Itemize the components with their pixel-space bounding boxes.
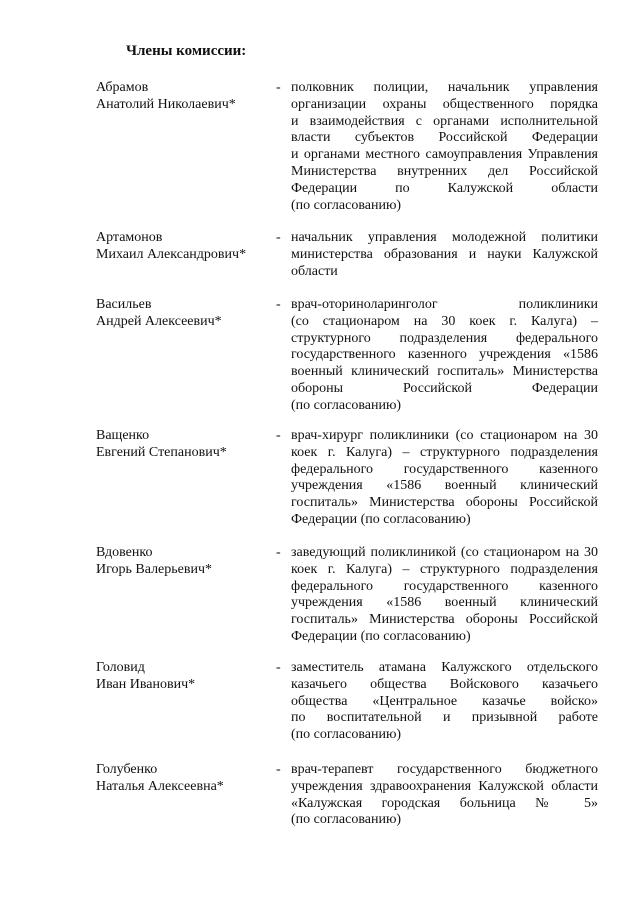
member-dash: - [276, 762, 281, 777]
member-position-line: по воспитательной и призывной работе [291, 710, 598, 726]
member-position-line: заместитель атамана Калужского отдельского [291, 660, 598, 675]
member-position [291, 230, 598, 280]
member-dash: - [276, 80, 281, 95]
member-name [96, 428, 276, 462]
member-given-names: Иван Иванович* [96, 676, 196, 692]
member-position-line: врач-терапевт государственного бюджетного [291, 762, 598, 777]
member-dash: - [276, 297, 281, 312]
member-position-line: организации охраны общественного порядка [291, 96, 598, 112]
member-position-line: начальник управления молодежной политики [291, 230, 598, 245]
member-given-names: Наталья Алексеевна* [96, 778, 224, 794]
member-position-line: «Калужская городская больница № 5» [291, 795, 598, 811]
member-name [96, 545, 276, 579]
member-position-line: казачьего общества Войскового казачьего [291, 676, 598, 692]
member-position-line: власти субъектов Российской Федерации [291, 130, 598, 146]
member-position [291, 428, 598, 529]
member-surname: Артамонов [96, 230, 163, 245]
member-position-line: общества «Центральное казачье войско» [291, 693, 598, 709]
member-position-line: коек г. Калуга) – структурного подразделения [291, 444, 598, 460]
member-position-line: полковник полиции, начальник управления [291, 80, 598, 95]
member-position-line: заведующий поликлиникой (со стационаром на 30 [291, 545, 598, 560]
member-position-line: госпиталь» Министерства обороны Российской [291, 612, 598, 628]
member-position-line: и органами местного самоуправления Управления [291, 147, 598, 163]
member-position-line: (по согласованию) [291, 727, 402, 743]
member-given-names: Евгений Степанович* [96, 444, 227, 460]
member-position-line: (по согласованию) [291, 397, 402, 413]
member-given-names: Игорь Валерьевич* [96, 561, 213, 577]
member-given-names: Михаил Александрович* [96, 246, 247, 262]
member-position-line: (по согласованию) [291, 812, 402, 828]
member-surname: Голубенко [96, 762, 158, 777]
member-position [291, 762, 598, 829]
member-given-names: Анатолий Николаевич* [96, 96, 236, 112]
member-position-line: врач-хирург поликлиники (со стационаром на 30 [291, 428, 598, 443]
member-name [96, 230, 276, 264]
member-position-line: Министерства внутренних дел Российской [291, 163, 598, 179]
member-position-line: федерального государственного казенного [291, 578, 598, 594]
member-position-line: учреждения здравоохранения Калужской области [291, 778, 598, 794]
member-position-line: обороны Российской Федерации [291, 380, 598, 396]
member-dash: - [276, 428, 281, 443]
member-position-line: Федерации по Калужской области [291, 180, 598, 196]
member-surname: Вдовенко [96, 545, 153, 560]
member-dash: - [276, 230, 281, 245]
member-position-line: (со стационаром на 30 коек г. Калуга) – [291, 313, 598, 329]
member-position-line: (по согласованию) [291, 197, 402, 213]
member-position [291, 545, 598, 646]
member-position-line: учреждения «1586 военный клинический [291, 478, 598, 494]
member-position-line: государственного казенного учреждения «1586 [291, 347, 598, 363]
member-dash: - [276, 660, 281, 675]
member-position-line: учреждения «1586 военный клинический [291, 595, 598, 611]
member-surname: Абрамов [96, 80, 149, 95]
member-surname: Васильев [96, 297, 152, 312]
member-position [291, 297, 598, 415]
member-name [96, 762, 276, 796]
member-position-line: коек г. Калуга) – структурного подразделения [291, 561, 598, 577]
member-surname: Головид [96, 660, 145, 675]
member-name [96, 660, 276, 694]
member-name [96, 297, 276, 331]
member-name [96, 80, 276, 114]
member-position-line: министерства образования и науки Калужской [291, 246, 598, 262]
member-position-line: врач-оториноларинголог поликлиники [291, 297, 598, 312]
member-position [291, 80, 598, 214]
member-position-line: Федерации (по согласованию) [291, 628, 471, 644]
member-position [291, 660, 598, 744]
member-position-line: области [291, 263, 338, 279]
member-position-line: госпиталь» Министерства обороны Российской [291, 495, 598, 511]
member-dash: - [276, 545, 281, 560]
member-surname: Ващенко [96, 428, 150, 443]
member-given-names: Андрей Алексеевич* [96, 313, 222, 329]
member-position-line: структурного подразделения федерального [291, 330, 598, 346]
member-position-line: и взаимодействия с органами исполнительной [291, 113, 598, 129]
member-position-line: военный клинический госпиталь» Министерства [291, 364, 598, 380]
member-position-line: федерального государственного казенного [291, 461, 598, 477]
member-position-line: Федерации (по согласованию) [291, 511, 471, 527]
commission-members-heading: Члены комиссии: [126, 43, 247, 59]
